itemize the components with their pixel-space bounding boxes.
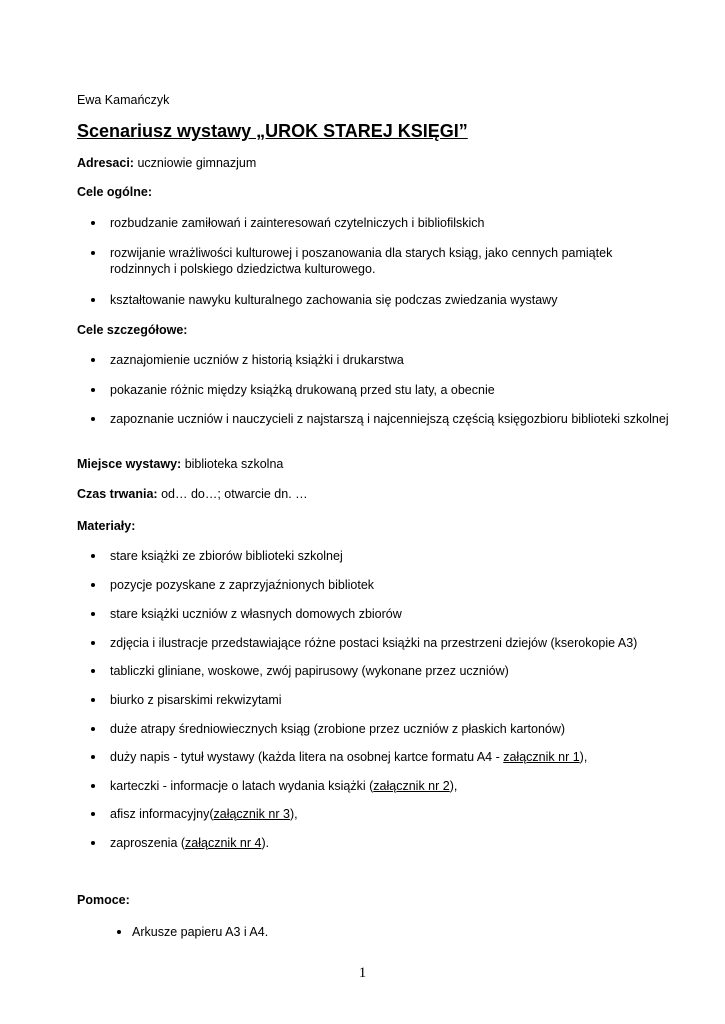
- bullet-icon: [91, 388, 95, 392]
- attachment-link-2[interactable]: załącznik nr 2: [373, 779, 450, 793]
- author-name: Ewa Kamańczyk: [77, 93, 170, 107]
- attachment-link-4[interactable]: załącznik nr 4: [185, 836, 262, 850]
- bullet-icon: [91, 358, 95, 362]
- duration-label: Czas trwania:: [77, 487, 158, 501]
- bullet-icon: [91, 812, 95, 816]
- addressees-line: [77, 155, 256, 171]
- duration-line: [77, 486, 308, 502]
- bullet-icon: [91, 669, 95, 673]
- bullet-icon: [91, 641, 95, 645]
- aids-heading: Pomoce:: [77, 893, 130, 907]
- bullet-icon: [91, 755, 95, 759]
- materials-heading: Materiały:: [77, 519, 136, 533]
- bullet-icon: [91, 727, 95, 731]
- bullet-icon: [91, 784, 95, 788]
- addressees-label: Adresaci:: [77, 156, 134, 170]
- page-number: 1: [358, 965, 367, 981]
- specific-goals-heading: Cele szczegółowe:: [77, 323, 188, 337]
- bullet-icon: [91, 698, 95, 702]
- place-label: Miejsce wystawy:: [77, 457, 182, 471]
- attachment-link-1[interactable]: załącznik nr 1: [503, 750, 580, 764]
- document-page: Ewa Kamańczyk Scenariusz wystawy „UROK STAREJ KSIĘGI” Adresaci: uczniowie gimnazjum Cele ogólne: rozbudzanie zamiłowań i zainteresowań czytelniczych i bibliofilskich rozwijanie wrażliwości kulturowej i poszanowania dla starych ksiąg, jako cennych pamiątek rodzinnych i polskiego dziedzictwa kulturowego. kształtowanie nawyku kulturalnego zachowania się podczas zwiedzania wystawy Cele szczegółowe: zaznajomienie uczniów z historią książki i drukarstwa pokazanie różnic między książką drukowaną przed stu laty, a obecnie zapoznanie uczniów i nauczycieli z najstarszą i najcenniejszą częścią księgozbioru biblioteki szkolnej Miejsce wystawy: biblioteka szkolna Czas trwania: od… do…; otwarcie dn. … Materiały: stare książki ze zbiorów biblioteki szkolnej pozycje pozyskane z zaprzyjaźnionych bibliotek stare książki uczniów z własnych domowych zbiorów zdjęcia i ilustracje przedstawiające różne postaci książki na przestrzeni dziejów (kserokopie A3) tabliczki gliniane, woskowe, zwój papirusowy (wykonane przez uczniów) biurko z pisarskimi rekwizytami duże atrapy średniowiecznych ksiąg (zrobione przez uczniów z płaskich kartonów) duży napis - tytuł wystawy (każda litera na osobnej kartce formatu A4 - załącznik nr 1), karteczki - informacje o latach wydania książki (załącznik nr 2), afisz informacyjny(załącznik nr 3), zaproszenia (załącznik nr 4). Pomoce: Arkusze papieru A3 i A4. 1: [77, 93, 669, 981]
- duration-value: od… do…; otwarcie dn. …: [157, 487, 308, 501]
- place-value: biblioteka szkolna: [181, 457, 284, 471]
- bullet-icon: [91, 417, 95, 421]
- addressees-value: uczniowie gimnazjum: [133, 156, 257, 170]
- attachment-link-3[interactable]: załącznik nr 3: [213, 807, 290, 821]
- document-title: Scenariusz wystawy „UROK STAREJ KSIĘGI”: [77, 121, 468, 141]
- bullet-icon: [91, 251, 95, 255]
- bullet-icon: [117, 930, 121, 934]
- bullet-icon: [91, 298, 95, 302]
- place-line: [77, 456, 283, 472]
- general-goals-heading: Cele ogólne:: [77, 185, 153, 199]
- bullet-icon: [91, 841, 95, 845]
- bullet-icon: [91, 554, 95, 558]
- bullet-icon: [91, 221, 95, 225]
- bullet-icon: [91, 583, 95, 587]
- bullet-icon: [91, 612, 95, 616]
